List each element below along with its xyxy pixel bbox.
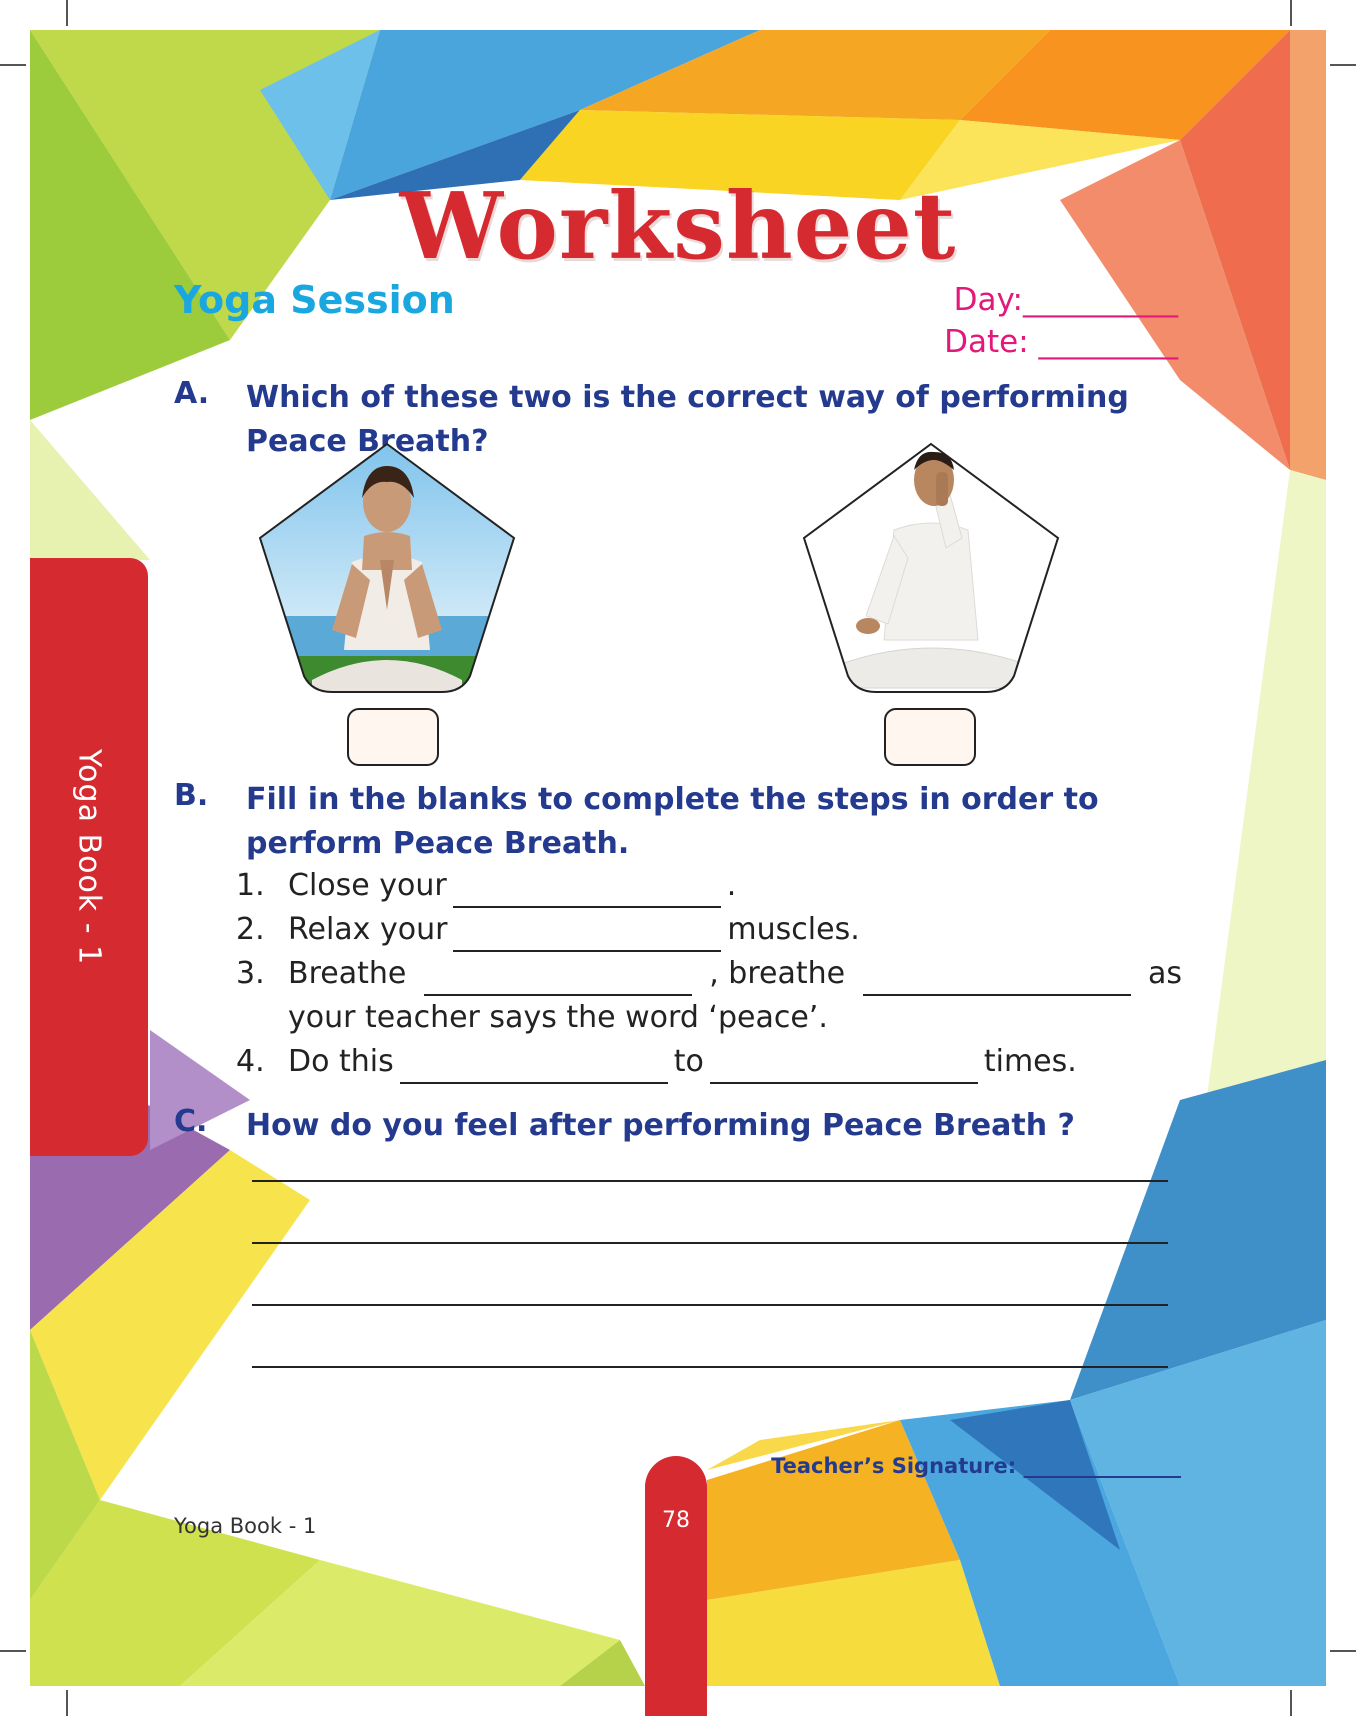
step-1 [236, 864, 1182, 908]
man-alternate-nostril-breathing-photo [796, 440, 1066, 696]
step-text: Do this [288, 1044, 394, 1079]
step-text: . [726, 868, 737, 903]
side-tab [30, 558, 148, 1156]
footer-text: Yoga Book - 1 [174, 1514, 317, 1538]
step-text: muscles. [727, 912, 860, 947]
page-number-tab [645, 1456, 707, 1716]
step-text: , breathe [709, 956, 846, 991]
question-label: B. [174, 778, 209, 813]
side-tab-label: Yoga Book - 1 [71, 748, 107, 966]
answer-line[interactable] [252, 1366, 1168, 1368]
subtitle: Yoga Session [174, 278, 455, 322]
crop-mark [0, 1650, 26, 1652]
crop-mark [66, 1690, 68, 1716]
step-text: Relax your [288, 912, 448, 947]
date-field[interactable]: Date: _________ [944, 324, 1178, 360]
crop-mark [1330, 64, 1356, 66]
crop-mark [0, 64, 26, 66]
step-text: as [1147, 956, 1182, 991]
question-label: C. [174, 1104, 208, 1139]
answer-line[interactable] [252, 1180, 1168, 1182]
question-b [174, 778, 1180, 866]
blank-field[interactable] [453, 920, 721, 952]
step-number: 3. [236, 956, 265, 991]
day-field[interactable]: Day:__________ [953, 282, 1178, 318]
blank-field[interactable] [453, 876, 721, 908]
page-number: 78 [662, 1508, 690, 1533]
woman-meditating-namaste-photo [252, 440, 522, 696]
question-text: How do you feel after performing Peace Breath ? [246, 1108, 1075, 1143]
crop-mark [66, 0, 68, 26]
question-text: Fill in the blanks to complete the steps in order to perform Peace Breath. [246, 782, 1099, 861]
answer-box-1[interactable] [347, 708, 439, 766]
crop-mark [1290, 1690, 1292, 1716]
step-text: Breathe [288, 956, 407, 991]
page-title: Worksheet [399, 172, 957, 280]
step-text: to [673, 1044, 704, 1079]
step-text: times. [983, 1044, 1077, 1079]
blank-field[interactable] [424, 964, 692, 996]
question-text: Which of these two is the correct way of performing Peace Breath? [246, 380, 1129, 459]
blank-field[interactable] [710, 1052, 978, 1084]
crop-mark [1330, 1650, 1356, 1652]
step-4 [236, 1040, 1182, 1084]
step-number: 4. [236, 1044, 265, 1079]
question-c [174, 1104, 1180, 1148]
teacher-signature-field[interactable]: Teacher’s Signature: _______________ [771, 1454, 1181, 1478]
answer-line[interactable] [252, 1242, 1168, 1244]
answer-box-2[interactable] [884, 708, 976, 766]
step-number: 2. [236, 912, 265, 947]
step-number: 1. [236, 868, 265, 903]
crop-mark [1290, 0, 1292, 26]
blank-field[interactable] [863, 964, 1131, 996]
step-text: your teacher says the word ‘peace’. [288, 1000, 828, 1035]
step-text: Close your [288, 868, 447, 903]
question-label: A. [174, 376, 210, 411]
step-3 [236, 952, 1182, 1040]
blank-field[interactable] [400, 1052, 668, 1084]
answer-line[interactable] [252, 1304, 1168, 1306]
step-2 [236, 908, 1182, 952]
